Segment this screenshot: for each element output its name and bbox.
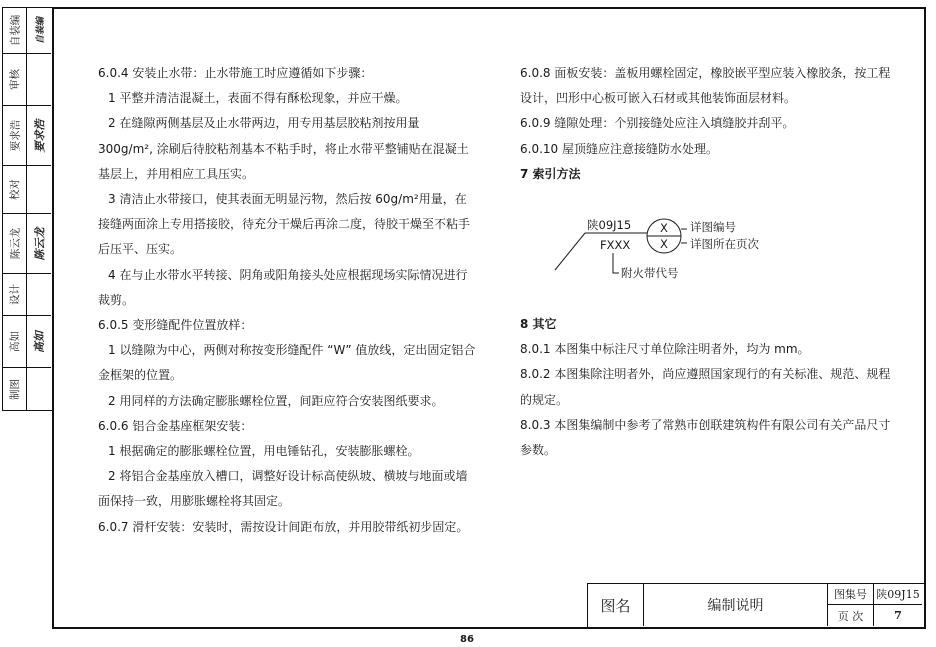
sidebar-role: 要求浩 <box>3 106 27 165</box>
text-line: 6.0.7 滑杆安装：安装时，需按设计间距布放，并用胶带纸初步固定。 <box>98 519 469 534</box>
circle-bottom-text: X <box>660 237 668 251</box>
text-line: 4 在与止水带水平转接、阴角或阳角接头处应根据现场实际情况进行 <box>108 267 468 282</box>
text-line: 6.0.10 屋顶缝应注意接缝防水处理。 <box>520 141 718 156</box>
sidebar-signature: 陈云龙 <box>33 227 46 260</box>
sidebar-role: 校对 <box>3 166 27 213</box>
text-line: 2 将铝合金基座放入槽口，调整好设计标高使纵坡、横坡与地面或墙 <box>108 469 468 484</box>
sidebar-row <box>3 166 51 214</box>
sidebar-row <box>3 54 51 106</box>
text-line: 基层上，并用相应工具压实。 <box>98 166 255 181</box>
page-number: 86 <box>460 634 474 645</box>
text-line: 2 用同样的方法确定膨胀螺栓位置，间距应符合安装图纸要求。 <box>108 393 444 408</box>
text-line: 参数。 <box>520 443 557 458</box>
text-line: 的规定。 <box>520 392 569 407</box>
atlas-value: 陕09J15 <box>874 584 922 605</box>
text-line: 1 以缝隙为中心，两侧对称按变形缝配件 “W” 值放线，定出固定铝合 <box>108 343 476 358</box>
title-block <box>587 583 924 627</box>
leader-line <box>555 233 585 270</box>
sidebar-signature: 高如 <box>33 330 46 353</box>
sidebar-role: 设计 <box>3 274 27 315</box>
text-line: 6.0.6 铝合金基座框架安装： <box>98 418 253 433</box>
text-line: 接缝两面涂上专用搭接胶，待充分干燥后再涂二度，待胶干燥至不粘手 <box>98 217 471 232</box>
section-heading: 7 索引方法 <box>520 166 581 181</box>
other-section <box>520 312 905 463</box>
member-code: FXXX <box>600 238 631 252</box>
sidebar-signature: 自装编 <box>35 16 46 45</box>
text-line: 6.0.9 缝隙处理：个别接缝处应注入填缝胶并刮平。 <box>520 116 795 131</box>
sidebar-signature <box>27 54 51 105</box>
right-column <box>520 61 905 187</box>
text-line: 金框架的位置。 <box>98 368 183 383</box>
sidebar-role: 制图 <box>3 368 27 411</box>
left-column <box>98 61 500 540</box>
signature-strip <box>2 7 52 411</box>
sidebar-row <box>3 214 51 274</box>
text-line: 设计，凹形中心板可嵌入石材或其他装饰面层材料。 <box>520 91 797 106</box>
text-line: 裁剪。 <box>98 292 135 307</box>
label-detail-page: 详图所在页次 <box>690 237 759 251</box>
text-line: 3 清洁止水带接口，使其表面无明显污物，然后按 60g/m²用量，在 <box>108 192 467 207</box>
text-line: 1 平整并清洁混凝土，表面不得有酥松现象，并应干燥。 <box>108 91 408 106</box>
text-line: 后压平、压实。 <box>98 242 183 257</box>
title-label: 图名 <box>588 584 644 626</box>
section-heading: 8 其它 <box>520 317 557 331</box>
text-line: 8.0.3 本图集编制中参考了常熟市创联建筑构件有限公司有关产品尺寸 <box>520 417 891 432</box>
text-line: 300g/m², 涂刷后待胶粘剂基本不粘手时，将止水带平整铺贴在混凝土 <box>98 141 469 156</box>
label-detail-number: 详图编号 <box>690 220 736 234</box>
drawing-title: 编制说明 <box>644 584 828 626</box>
text-line: 6.0.5 变形缝配件位置放样： <box>98 318 253 333</box>
sidebar-row <box>3 106 51 166</box>
label-code: 附火带代号 <box>621 266 679 280</box>
leader-line <box>613 253 619 273</box>
sidebar-signature <box>27 274 51 315</box>
sidebar-role: 审核 <box>3 54 27 105</box>
sidebar-role: 陈云龙 <box>3 214 27 273</box>
sidebar-signature: 要求浩 <box>33 119 46 152</box>
text-line: 8.0.2 本图集除注明者外，尚应遵照国家现行的有关标准、规范、规程 <box>520 367 891 382</box>
page-label: 页 次 <box>828 605 874 626</box>
page-value: 7 <box>894 609 902 622</box>
sidebar-signature <box>27 166 51 213</box>
text-line: 面保持一致，用膨胀螺栓将其固定。 <box>98 494 291 509</box>
text-line: 1 根据确定的膨胀螺栓位置，用电锤钻孔，安装膨胀螺栓。 <box>108 444 420 459</box>
text-line: 2 在缝隙两侧基层及止水带两边，用专用基层胶粘剂按用量 <box>108 116 420 131</box>
circle-top-text: X <box>660 221 668 235</box>
sidebar-signature <box>27 368 51 411</box>
text-line: 6.0.8 面板安装：盖板用螺栓固定，橡胶嵌平型应装入橡胶条，按工程 <box>520 66 891 80</box>
sidebar-row <box>3 316 51 368</box>
sidebar-row <box>3 8 51 54</box>
index-diagram <box>545 213 805 293</box>
sidebar-role: 高如 <box>3 316 27 367</box>
sidebar-role: 自装编 <box>3 8 27 53</box>
text-line: 6.0.4 安装止水带：止水带施工时应遵循如下步骤： <box>98 66 373 80</box>
sidebar-row <box>3 274 51 316</box>
sidebar-row <box>3 368 51 411</box>
atlas-label: 图集号 <box>828 584 874 605</box>
atlas-number: 陕09J15 <box>587 218 632 232</box>
text-line: 8.0.1 本图集中标注尺寸单位除注明者外，均为 mm。 <box>520 342 810 357</box>
